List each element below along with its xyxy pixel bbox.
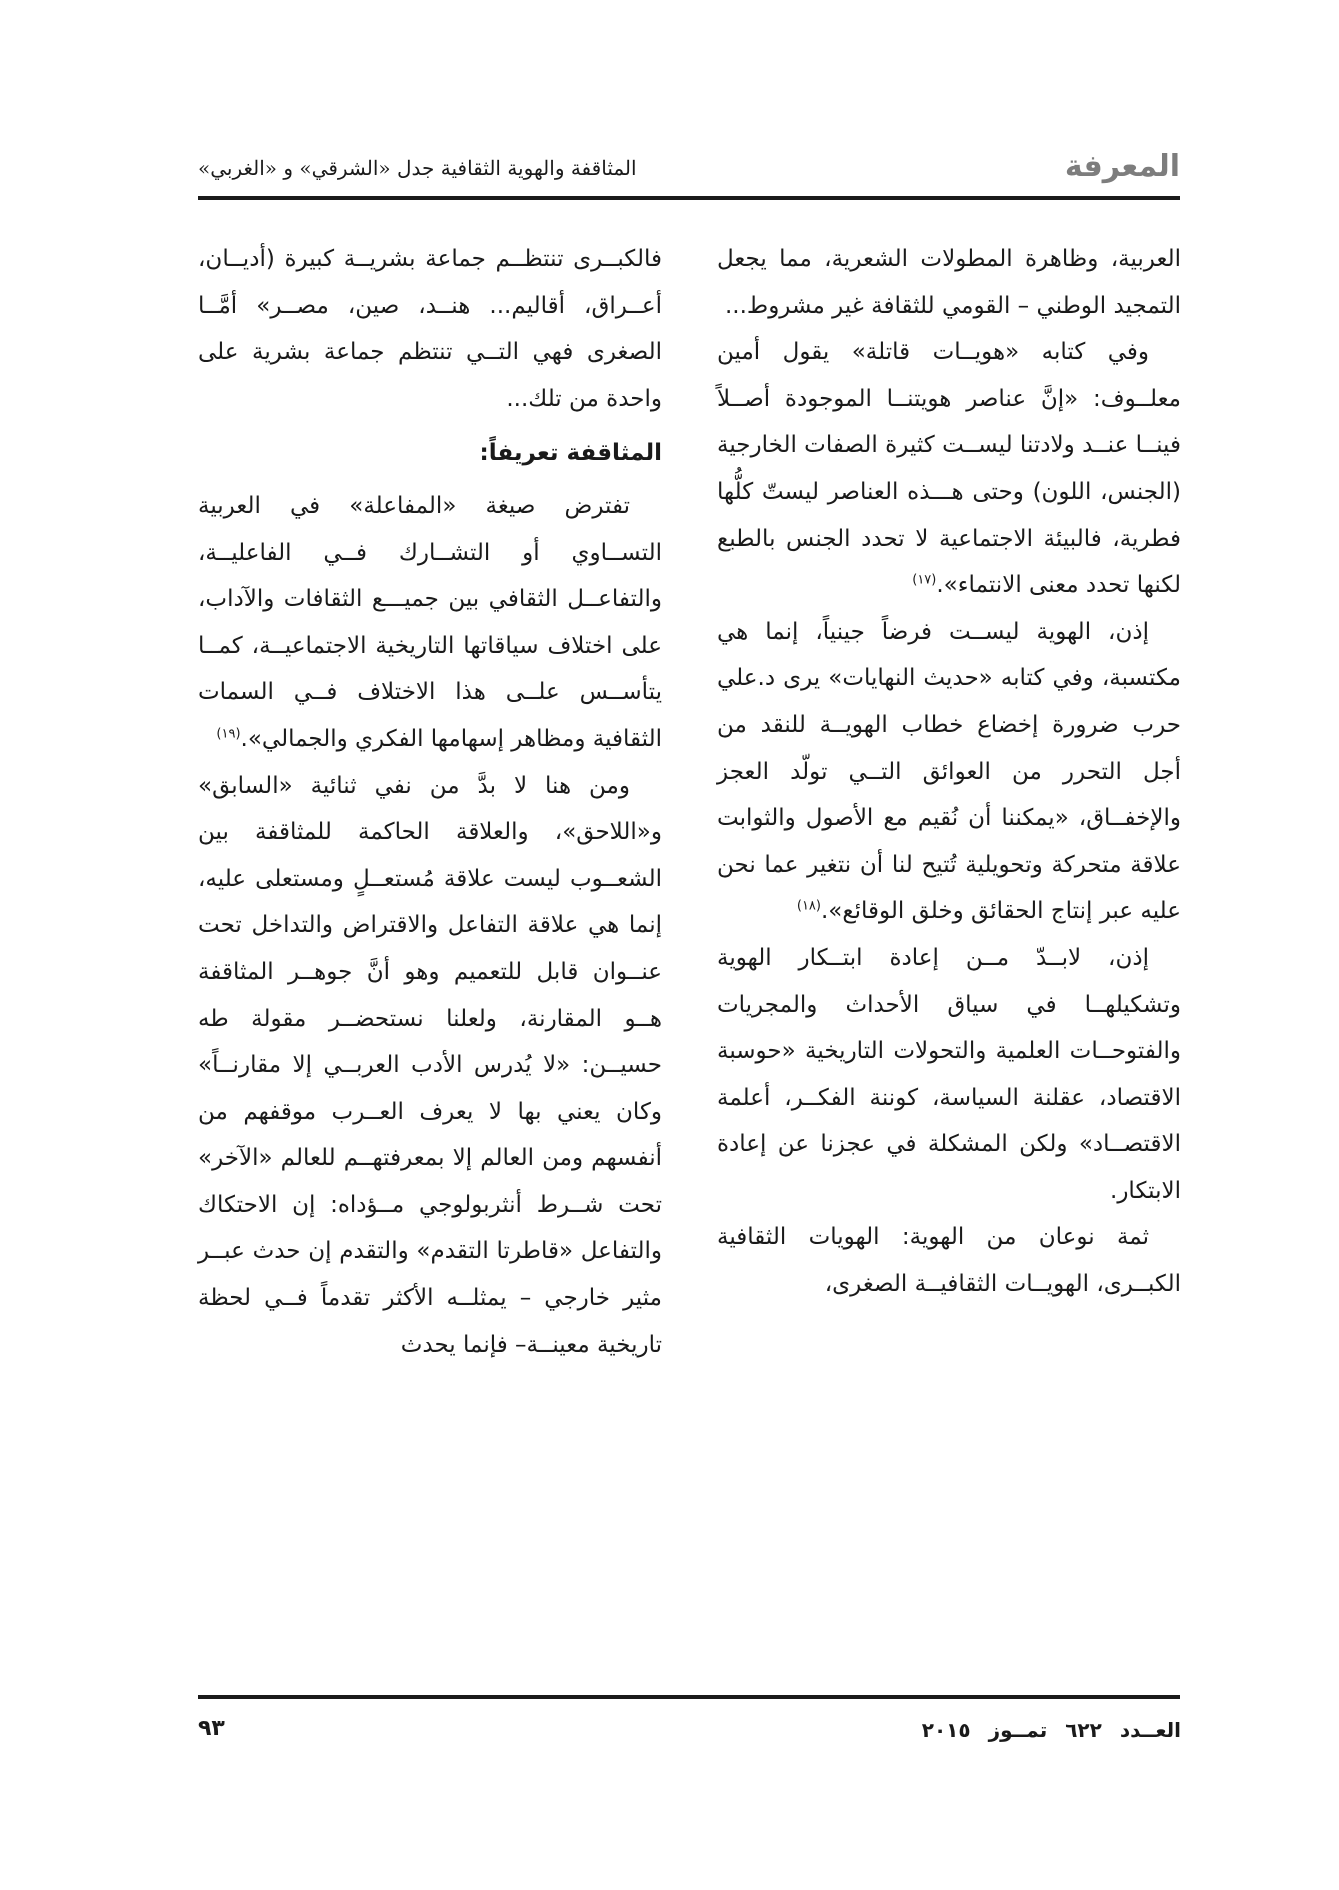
running-title: المثاقفة والهوية الثقافية جدل «الشرقي» و «الغربي» bbox=[198, 156, 637, 180]
paragraph-text: تفترض صيغة «المفاعلة» في العربية التســاوي أو التشــارك فــي الفاعليــة، والتفاعــل الثقافي بين جميـــع الثقافات والآداب، على اختلاف سياقاتها التاريخية الاجتماعيــة، كمــا يتأســس علــى هذا الاختلاف فــي السمات الثقافية ومظاهر إسهامها الفكري والجمالي». bbox=[198, 492, 662, 752]
issue-info bbox=[904, 1718, 1181, 1742]
left-column bbox=[198, 236, 662, 1368]
issue-year: ٢٠١٥ bbox=[921, 1718, 971, 1742]
paragraph: إذن، لابــدّ مــن إعادة ابتــكار الهوية وتشكيلهــا في سياق الأحداث والمجريات والفتوحــات العلمية والتحولات التاريخية «حوسبة الاقتصاد، عقلنة السياسة، كوننة الفكــر، أعلمة الاقتصــاد» ولكن المشكلة في عجزنا عن إعادة الابتكار. bbox=[717, 944, 1181, 1204]
paragraph bbox=[717, 609, 1181, 935]
header-divider bbox=[198, 196, 1180, 200]
footnote-ref: (١٨) bbox=[796, 898, 821, 914]
issue-month: تمــوز bbox=[988, 1718, 1048, 1742]
magazine-logo: المعرفة bbox=[1064, 149, 1180, 184]
page-number: ٩٣ bbox=[198, 1716, 225, 1741]
paragraph: العربية، وظاهرة المطولات الشعرية، مما يجعل التمجيد الوطني – القومي للثقافة غير مشروط... bbox=[717, 246, 1181, 319]
section-heading: المثاقفة تعريفاً: bbox=[479, 440, 662, 467]
page-header bbox=[198, 148, 1180, 190]
paragraph bbox=[198, 483, 662, 763]
footer-divider bbox=[198, 1695, 1180, 1699]
paragraph-text: وفي كتابه «هويــات قاتلة» يقول أمين معلــوف: «إنَّ عناصر هويتنــا الموجودة أصــلاً فينــا عنــد ولادتنا ليســت كثيرة الصفات الخارجية (الجنس، اللون) وحتى هـــذه العناصر ليستّ كلُّها فطرية، فالبيئة الاجتماعية لا تحدد الجنس بالطبع لكنها تحدد معنى الانتماء». bbox=[717, 339, 1181, 599]
paragraph-text: إذن، الهوية ليســت فرضاً جينياً، إنما هي مكتسبة، وفي كتابه «حديث النهايات» يرى د.علي حرب ضرورة إخضاع خطاب الهويــة للنقد من أجل التحرر من العوائق التــي تولّد العجز والإخفــاق، «يمكننا أن نُقيم مع الأصول والثوابت علاقة متحركة وتحويلية تُتيح لنا أن نتغير عما نحن عليه عبر إنتاج الحقائق وخلق الوقائع». bbox=[717, 618, 1181, 925]
paragraph: فالكبــرى تنتظــم جماعة بشريــة كبيرة (أديــان، أعــراق، أقاليم... هنــد، صين، مصــر» أمَّــا الصغرى فهي التــي تنتظم جماعة بشرية على واحدة من تلك... bbox=[198, 246, 662, 412]
issue-label: العــدد bbox=[1119, 1718, 1181, 1742]
footnote-ref: (١٩) bbox=[216, 726, 241, 742]
footnote-ref: (١٧) bbox=[912, 572, 937, 588]
paragraph bbox=[717, 329, 1181, 609]
issue-number: ٦٢٢ bbox=[1065, 1718, 1102, 1742]
paragraph: ثمة نوعان من الهوية: الهويات الثقافية الكبــرى، الهويــات الثقافيــة الصغرى، bbox=[717, 1224, 1181, 1298]
paragraph: ومن هنا لا بدَّ من نفي ثنائية «السابق» و«اللاحق»، والعلاقة الحاكمة للمثاقفة بين الشعــوب ليست علاقة مُستعــلٍ ومستعلى عليه، إنما هي علاقة التفاعل والاقتراض والتداخل تحت عنــوان قابل للتعميم وهو أنَّ جوهــر المثاقفة هــو المقارنة، ولعلنا نستحضــر مقولة طه حسيــن: «لا يُدرس الأدب العربــي إلا مقارنــاً» وكان يعني بها لا يعرف العــرب موقفهم من أنفسهم ومن العالم إلا بمعرفتهــم للعالم «الآخر» تحت شــرط أنثربولوجي مــؤداه: إن الاحتكاك والتفاعل «قاطرتا التقدم» والتقدم إن حدث عبــر مثير خارجي – يمثلــه الأكثر تقدماً فــي لحظة تاريخية معينــة– فإنما يحدث bbox=[198, 772, 662, 1358]
right-column bbox=[717, 236, 1181, 1308]
